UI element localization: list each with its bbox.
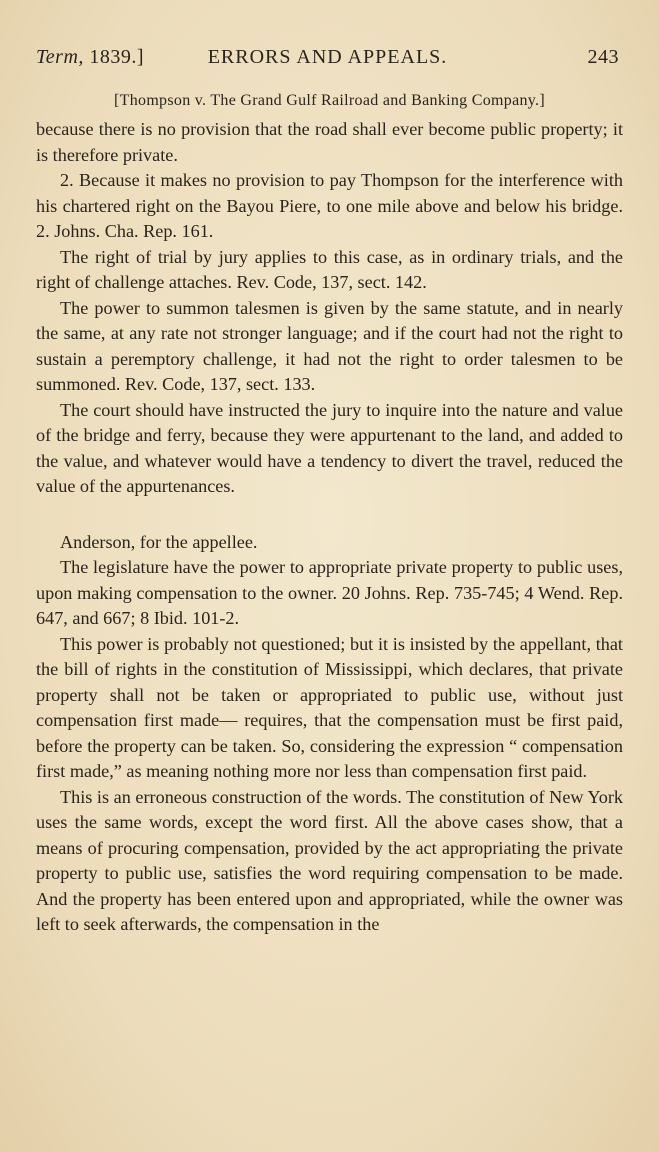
case-heading: [Thompson v. The Grand Gulf Railroad and Banking Company.] <box>114 92 545 109</box>
page-title: ERRORS AND APPEALS. <box>207 46 448 68</box>
paragraph: 2. Because it makes no provision to pay Thompson for the interference with his chartered right on the Bayou Piere, to one mile above and below his bridge. 2. Johns. Cha. Rep. 161. <box>36 170 623 241</box>
paragraph: The right of trial by jury applies to this case, as in ordinary trials, and the right of challenge attaches. Rev. Code, 137, sect. 142. <box>36 246 623 292</box>
paragraph: The legislature have the power to appropriate private property to public uses, upon making compensation to the owner. 20 Johns. Rep. 735-745; 4 Wend. Rep. 647, and 667; 8 Ibid. 101-2. <box>36 557 623 628</box>
paragraph: The power to summon talesmen is given by the same statute, and in nearly the same, at any rate not stronger language; and if the court had not the right to sustain a peremptory challenge, it had not the right to order talesmen to be summoned. Rev. Code, 137, sect. 133. <box>36 297 623 394</box>
paragraph: This power is probably not questioned; but it is insisted by the appellant, that the bill of rights in the constitution of Mississippi, which declares, that private property shall not be taken or appropriated to public use, without just compensation first made— requires, that the compensation must be first paid, before the property can be taken. So, considering the expression “ compensation first made,” as meaning nothing more nor less than compensation first paid. <box>36 633 623 781</box>
counsel-line: Anderson, for the appellee. <box>60 531 258 552</box>
paragraph: This is an erroneous construction of the words. The constitution of New York uses the same words, except the word first. All the above cases show, that a means of procuring compensation, provided by the act appropriating the private property to public use, satisfies the word requiring compensation to be made. And the property has been entered upon and appropriated, while the owner was left to seek afterwards, the compensation in the <box>36 786 623 934</box>
paragraph: because there is no provision that the road shall ever become public property; it is therefore private. <box>36 119 623 165</box>
page-number: 243 <box>587 46 619 68</box>
body-text <box>36 117 623 938</box>
term-label: Term, <box>36 46 84 68</box>
section-gap <box>36 500 623 530</box>
year-label: 1839.] <box>89 46 145 68</box>
running-header <box>36 46 619 76</box>
paragraph: The court should have instructed the jury to inquire into the nature and value of the bridge and ferry, because they were appurtenant to the land, and added to the value, and whatever would have a tendency to divert the travel, reduced the value of the appurtenances. <box>36 399 623 496</box>
